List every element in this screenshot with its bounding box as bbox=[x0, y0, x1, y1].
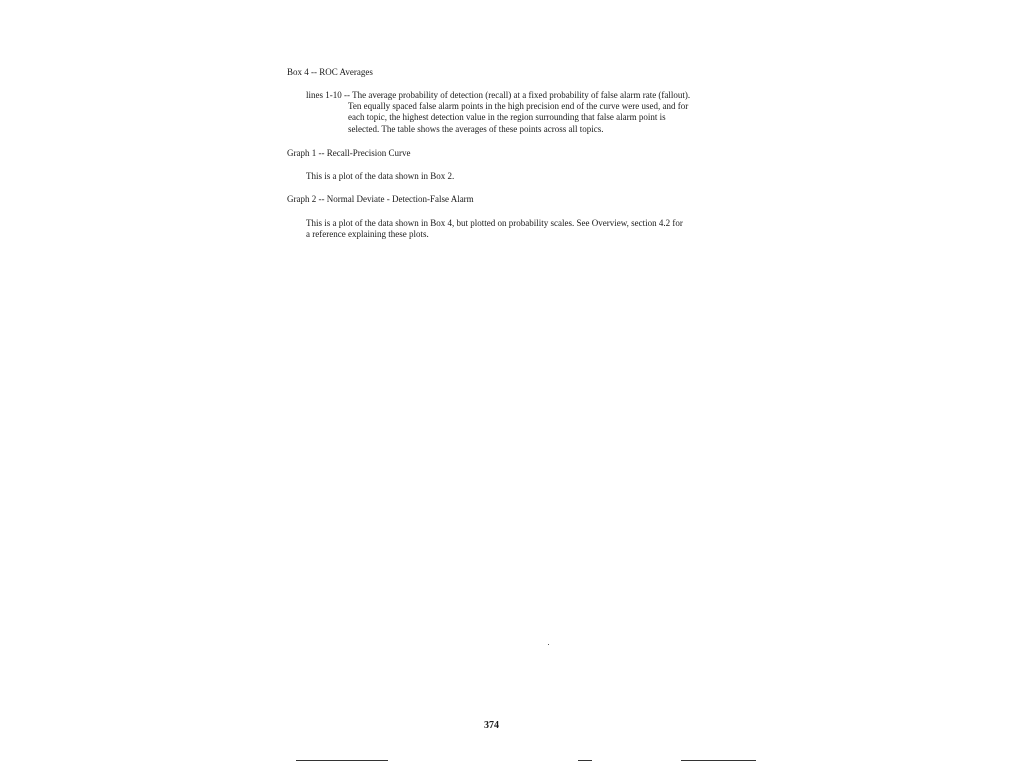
footer-rule-right bbox=[681, 760, 756, 761]
box4-heading: Box 4 -- ROC Averages bbox=[287, 67, 373, 77]
box4-line-1: The average probability of detection (recall) at a fixed probability of false alarm rate (fallout). bbox=[352, 90, 691, 100]
graph2-heading: Graph 2 -- Normal Deviate - Detection-False Alarm bbox=[287, 194, 474, 204]
box4-term: lines 1-10 -- bbox=[306, 90, 353, 100]
box4-line-3: each topic, the highest detection value in the region surrounding that false alarm point is bbox=[348, 112, 666, 122]
footer-rule-left bbox=[296, 760, 388, 761]
graph2-description-line-1: This is a plot of the data shown in Box 4, but plotted on probability scales. See Overview, section 4.2 for bbox=[306, 218, 683, 228]
box4-line-2: Ten equally spaced false alarm points in the high precision end of the curve were used, and for bbox=[348, 101, 689, 111]
box4-definition-line-1 bbox=[306, 90, 690, 101]
graph1-description: This is a plot of the data shown in Box 2. bbox=[306, 171, 455, 181]
scan-speck bbox=[548, 644, 549, 645]
graph1-heading: Graph 1 -- Recall-Precision Curve bbox=[287, 148, 411, 158]
footer-rule-middle bbox=[578, 760, 592, 761]
page-number: 374 bbox=[484, 720, 499, 731]
graph2-description-line-2: a reference explaining these plots. bbox=[306, 229, 429, 239]
box4-line-4: selected. The table shows the averages of these points across all topics. bbox=[348, 124, 604, 134]
